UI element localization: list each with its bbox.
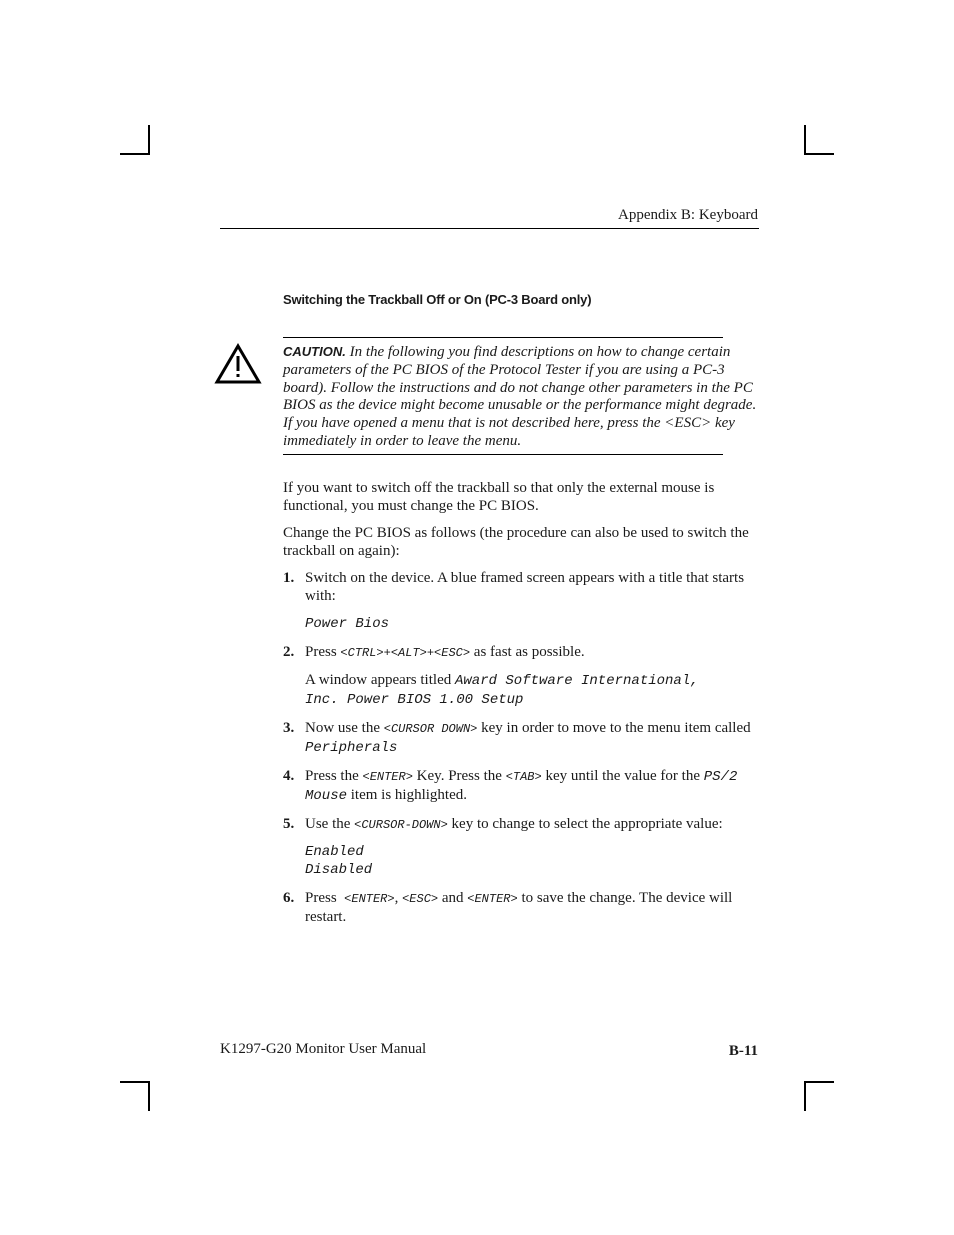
code-ps2-mouse: PS/2 Mouse bbox=[305, 769, 738, 804]
code-window-title-2: Inc. Power BIOS 1.00 Setup bbox=[305, 692, 524, 708]
crop-mark-top-right-v bbox=[804, 125, 806, 155]
step-number: 5. bbox=[283, 816, 295, 832]
text-span: key until the value for the bbox=[541, 768, 704, 784]
footer-manual-title: K1297-G20 Monitor User Manual bbox=[220, 1041, 427, 1057]
step-number: 2. bbox=[283, 644, 295, 660]
step-text bbox=[305, 889, 759, 926]
code-peripherals: Peripherals bbox=[305, 740, 398, 756]
option-disabled: Disabled bbox=[305, 862, 373, 878]
key-enter: <ENTER> bbox=[467, 892, 518, 906]
crop-mark-top-left-v bbox=[148, 125, 150, 155]
caution-text bbox=[283, 343, 761, 451]
text-span: key in order to move to the menu item called bbox=[477, 720, 751, 736]
key-tab: <TAB> bbox=[505, 770, 542, 784]
step-6 bbox=[283, 889, 759, 926]
step-options bbox=[305, 843, 759, 879]
text-span: as fast as possible. bbox=[470, 644, 585, 660]
step-3 bbox=[283, 719, 759, 757]
crop-mark-bottom-left-h bbox=[120, 1081, 150, 1083]
step-number: 4. bbox=[283, 768, 295, 784]
footer-page-number: B-11 bbox=[728, 1043, 758, 1059]
warning-triangle-icon bbox=[214, 343, 262, 385]
option-enabled: Enabled bbox=[305, 844, 364, 860]
paragraph-procedure: Change the PC BIOS as follows (the procedure can also be used to switch the trackball on again): bbox=[283, 525, 749, 559]
text-span: key to change to select the appropriate value: bbox=[447, 816, 723, 832]
crop-mark-bottom-right-h bbox=[804, 1081, 834, 1083]
header-rule bbox=[220, 228, 759, 229]
text-span: to save the change. The device will restart. bbox=[305, 890, 733, 925]
step-subtext bbox=[305, 671, 759, 709]
step-text bbox=[305, 643, 759, 662]
code-window-title-1: Award Software International, bbox=[454, 673, 699, 689]
step-code bbox=[305, 614, 759, 633]
paragraph-intro: If you want to switch off the trackball so that only the external mouse is functional, you must change the PC BIOS. bbox=[283, 480, 715, 514]
key-cursor-down: <CURSOR-DOWN> bbox=[354, 818, 448, 832]
crop-mark-bottom-right-v bbox=[804, 1081, 806, 1111]
caution-body: In the following you find descriptions on how to change certain parameters of the PC BIOS of the Protocol Tester if you are using a PC-3 board). Follow the instructions and do not change other parameters in the PC BIOS as the device might become unusable or the performance might degrade. If you have opened a menu that is not described here, press the <ESC> key immediately in order to leave the menu. bbox=[283, 344, 757, 449]
text-span: A window appears titled bbox=[305, 672, 455, 688]
step-1 bbox=[283, 569, 759, 633]
step-5 bbox=[283, 815, 759, 879]
key-esc: <ESC> bbox=[402, 892, 439, 906]
running-header: Appendix B: Keyboard bbox=[618, 207, 758, 223]
text-span: Key. Press the bbox=[412, 768, 506, 784]
caution-label: CAUTION. bbox=[283, 344, 346, 359]
key-ctrl-alt-esc: <CTRL>+<ALT>+<ESC> bbox=[340, 646, 471, 660]
key-enter: <ENTER> bbox=[344, 892, 395, 906]
step-4 bbox=[283, 767, 759, 805]
text-span: , bbox=[394, 890, 403, 906]
text-span: Now use the bbox=[305, 720, 384, 736]
code-power-bios: Power Bios bbox=[305, 616, 390, 632]
step-text bbox=[305, 719, 759, 757]
caution-box bbox=[283, 337, 757, 455]
section-title: Switching the Trackball Off or On (PC-3 Board only) bbox=[283, 292, 592, 307]
text-span: Press the bbox=[305, 768, 363, 784]
step-2 bbox=[283, 643, 759, 709]
crop-mark-bottom-left-v bbox=[148, 1081, 150, 1111]
crop-mark-top-left-h bbox=[120, 153, 150, 155]
text-span: and bbox=[438, 890, 468, 906]
text-span: item is highlighted. bbox=[347, 787, 468, 803]
step-text: Switch on the device. A blue framed screen appears with a title that starts with: bbox=[305, 570, 745, 604]
body-text bbox=[283, 479, 759, 936]
key-cursor-down: <CURSOR DOWN> bbox=[383, 722, 478, 736]
procedure-steps bbox=[283, 569, 759, 926]
step-text bbox=[305, 767, 759, 805]
text-span: Press bbox=[305, 644, 341, 660]
key-enter: <ENTER> bbox=[362, 770, 413, 784]
crop-mark-top-right-h bbox=[804, 153, 834, 155]
text-span: Press bbox=[305, 890, 345, 906]
step-number: 6. bbox=[283, 890, 295, 906]
step-number: 1. bbox=[283, 570, 295, 586]
step-number: 3. bbox=[283, 720, 295, 736]
step-text bbox=[305, 815, 759, 834]
text-span: Use the bbox=[305, 816, 355, 832]
